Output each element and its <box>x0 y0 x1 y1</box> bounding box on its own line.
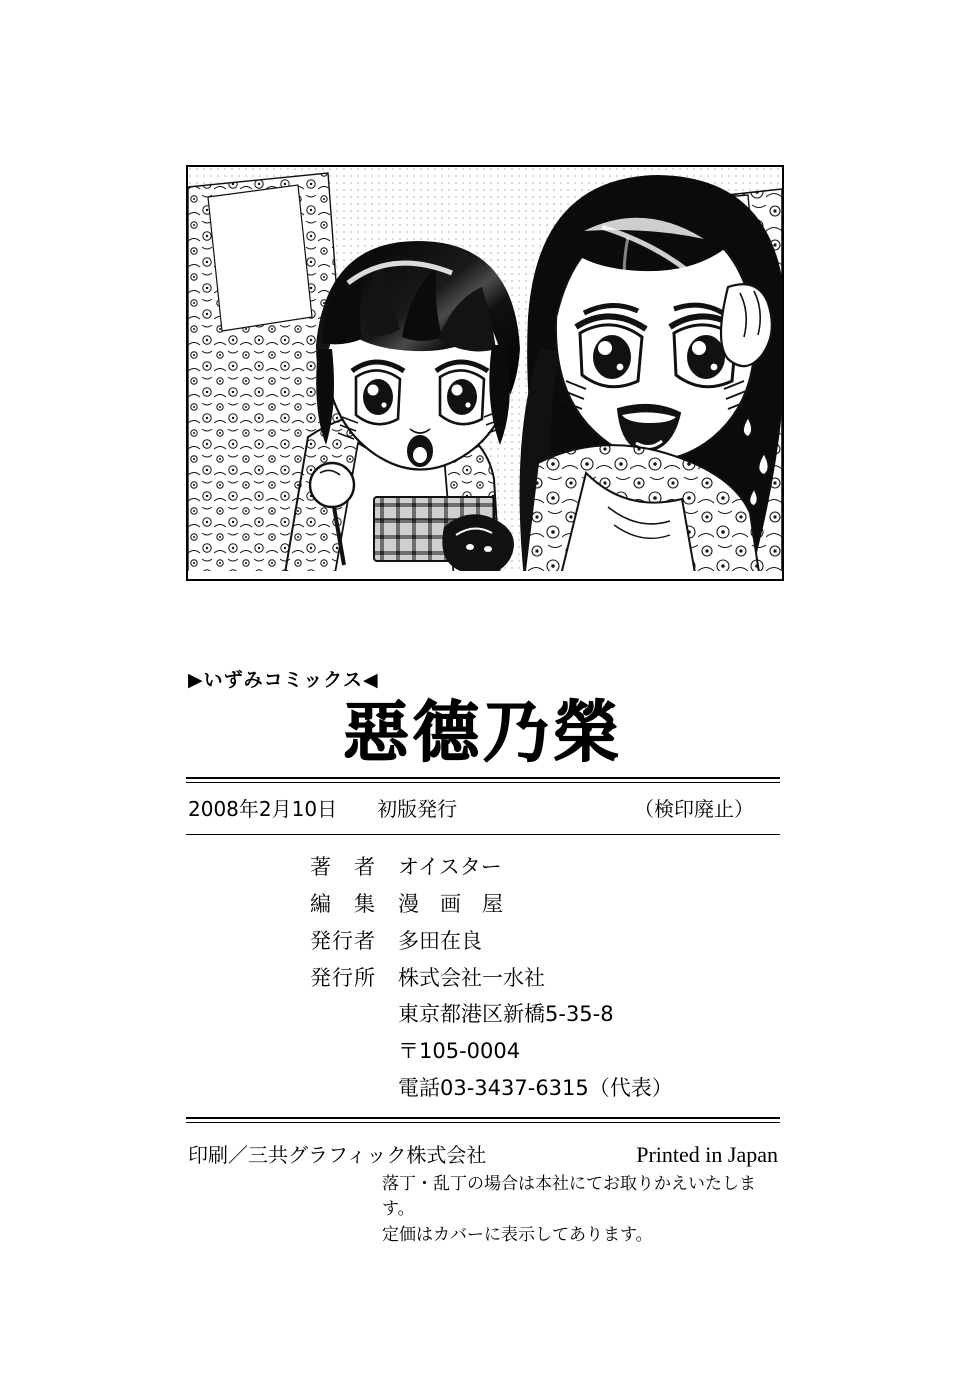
credit-value: 電話03-3437-6315（代表） <box>398 1075 673 1100</box>
credit-row <box>186 923 780 960</box>
footer-notes <box>186 1168 780 1249</box>
seal-note: （検印廃止） <box>634 797 754 822</box>
footer-note-line: 定価はカバーに表示してあります。 <box>382 1224 653 1245</box>
credit-value: 〒105-0004 <box>398 1039 521 1064</box>
credit-row <box>186 1070 780 1107</box>
printer-label: 印刷／三共グラフィック株式会社 <box>188 1142 487 1167</box>
footer-note-line: 落丁・乱丁の場合は本社にてお取りかえいたします。 <box>382 1173 756 1220</box>
credit-row <box>186 849 780 886</box>
publication-line <box>186 783 780 834</box>
edition-label: 初版発行 <box>377 797 458 822</box>
credit-label: 編 集 <box>310 892 376 917</box>
credit-row <box>186 960 780 997</box>
book-title: 惡德乃榮 <box>343 693 623 771</box>
credit-value: 漫 画 屋 <box>398 892 503 917</box>
credit-value: 東京都港区新橋5-35-8 <box>398 1002 614 1027</box>
credit-label: 発行所 <box>310 965 376 990</box>
credits-list <box>186 835 780 1116</box>
printed-in-japan-label: Printed in Japan <box>636 1141 778 1167</box>
illustration-panel <box>186 165 784 581</box>
footer-block <box>186 1123 780 1249</box>
credit-value: 株式会社一水社 <box>398 965 545 990</box>
credit-row <box>186 1033 780 1070</box>
manga-illustration-svg <box>188 167 782 579</box>
footer-top-row <box>186 1131 780 1168</box>
credit-label: 発行者 <box>310 928 376 953</box>
publication-date: 2008年2月10日 <box>188 797 338 822</box>
credit-value: オイスター <box>398 855 502 880</box>
credit-row <box>186 996 780 1033</box>
credit-value: 多田在良 <box>398 928 482 953</box>
colophon-block <box>186 665 780 1248</box>
imprint-label: ▶いずみコミックス◀ <box>188 669 379 691</box>
credit-row <box>186 886 780 923</box>
credit-label: 著 者 <box>310 855 376 880</box>
